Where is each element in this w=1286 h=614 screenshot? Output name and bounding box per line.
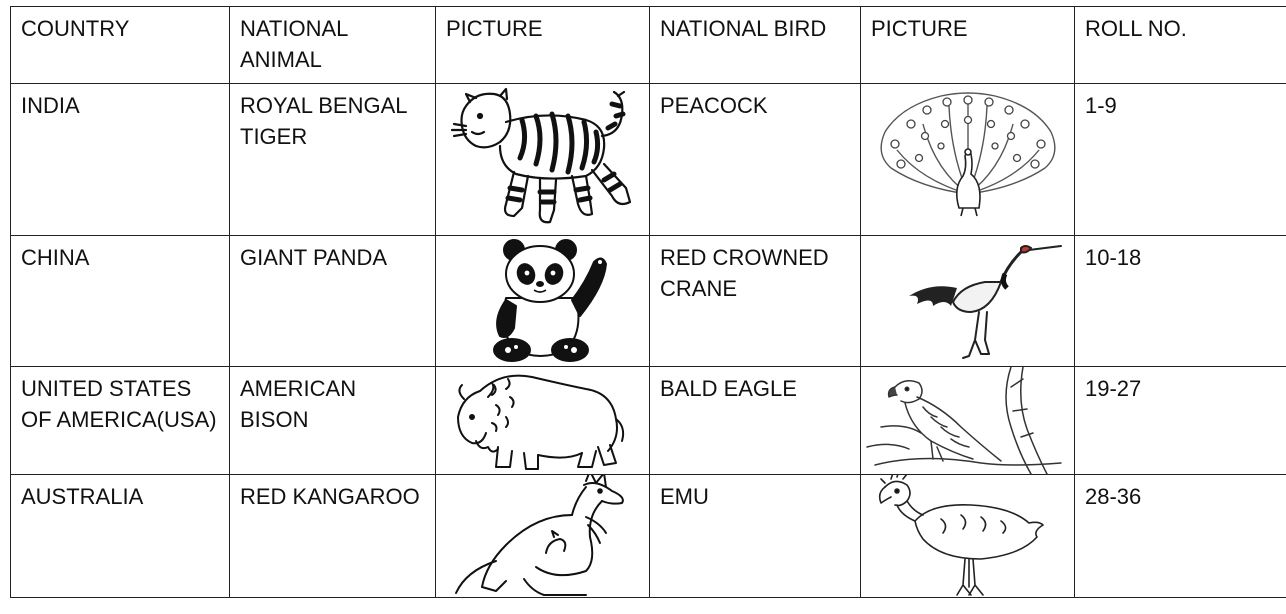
animal-cell: ROYAL BENGAL TIGER — [230, 84, 436, 236]
bird-cell: BALD EAGLE — [650, 367, 861, 475]
animal-cell: GIANT PANDA — [230, 236, 436, 367]
animal-cell: RED KANGAROO — [230, 475, 436, 598]
bird-cell: PEACOCK — [650, 84, 861, 236]
kangaroo-drawing — [436, 475, 650, 597]
emu-drawing — [861, 475, 1075, 597]
bird-picture-cell — [861, 475, 1075, 598]
table-row — [11, 84, 1286, 236]
country-cell: CHINA — [11, 236, 230, 367]
header-roll-no: ROLL NO. — [1075, 7, 1286, 84]
national-symbols-table — [10, 6, 1286, 598]
country-cell: INDIA — [11, 84, 230, 236]
panda-drawing — [436, 236, 650, 366]
table-row — [11, 236, 1286, 367]
header-animal-picture: PICTURE — [436, 7, 650, 84]
header-national-animal: NATIONAL ANIMAL — [230, 7, 436, 84]
animal-picture-cell — [436, 84, 650, 236]
animal-cell: AMERICAN BISON — [230, 367, 436, 475]
bird-picture-cell — [861, 84, 1075, 236]
tiger-drawing — [436, 84, 650, 235]
bird-cell: EMU — [650, 475, 861, 598]
eagle-drawing — [861, 367, 1075, 474]
header-bird-picture: PICTURE — [861, 7, 1075, 84]
table-row — [11, 367, 1286, 475]
peacock-drawing — [861, 84, 1075, 235]
country-cell: AUSTRALIA — [11, 475, 230, 598]
header-national-bird: NATIONAL BIRD — [650, 7, 861, 84]
header-country: COUNTRY — [11, 7, 230, 84]
table-row — [11, 475, 1286, 598]
bird-cell: RED CROWNED CRANE — [650, 236, 861, 367]
bird-picture-cell — [861, 236, 1075, 367]
animal-picture-cell — [436, 236, 650, 367]
roll-cell: 28-36 — [1075, 475, 1286, 598]
roll-cell: 19-27 — [1075, 367, 1286, 475]
animal-picture-cell — [436, 475, 650, 598]
roll-cell: 1-9 — [1075, 84, 1286, 236]
bison-drawing — [436, 367, 650, 474]
header-row — [11, 7, 1286, 84]
bird-picture-cell — [861, 367, 1075, 475]
crane-drawing — [861, 236, 1075, 366]
roll-cell: 10-18 — [1075, 236, 1286, 367]
country-cell: UNITED STATES OF AMERICA(USA) — [11, 367, 230, 475]
animal-picture-cell — [436, 367, 650, 475]
